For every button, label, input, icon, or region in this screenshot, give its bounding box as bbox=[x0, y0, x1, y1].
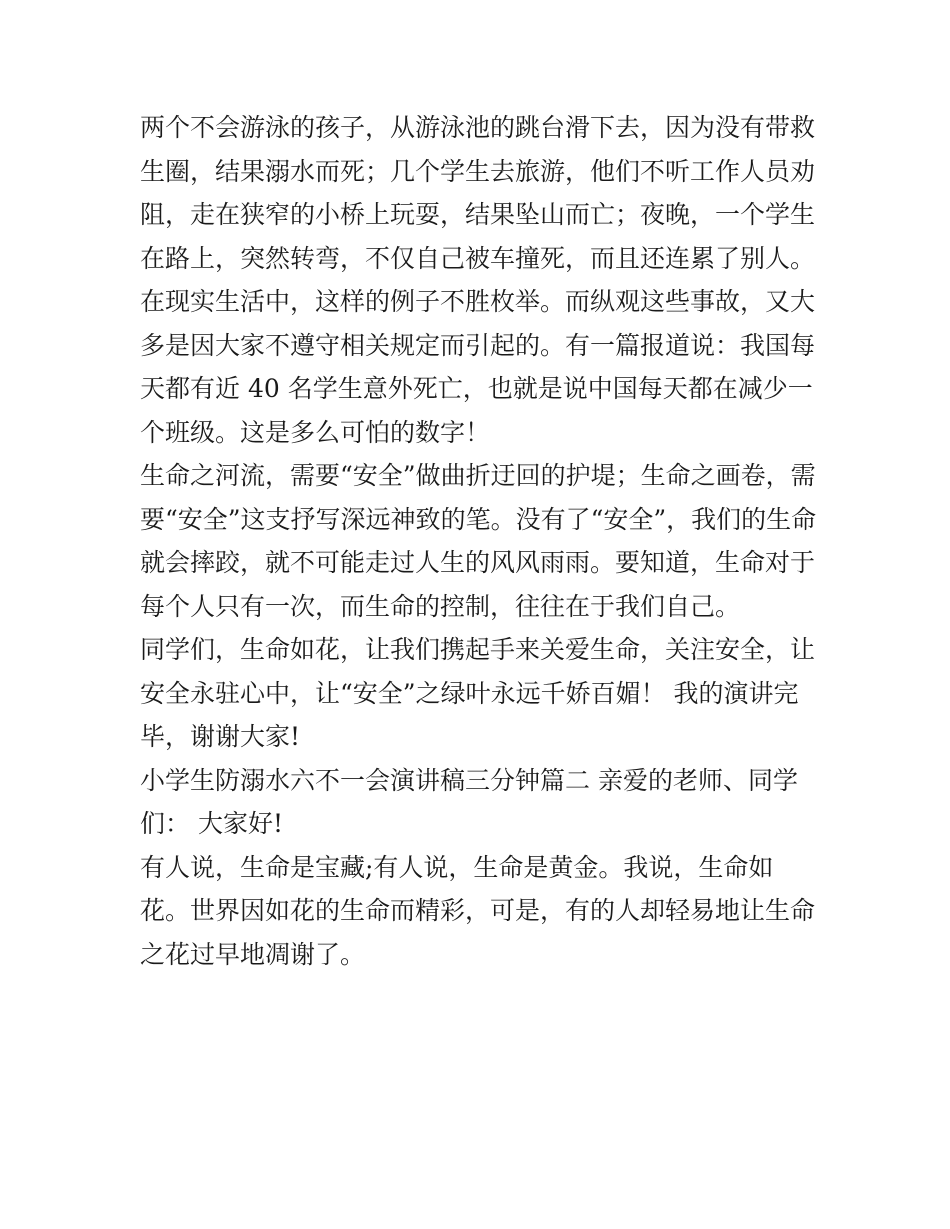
text-line: 生命之河流，需要“安全”做曲折迂回的护堤；生命之画卷，需 bbox=[140, 461, 816, 490]
text-line: 天都有近 40 名学生意外死亡，也就是说中国每天都在减少一 bbox=[140, 374, 813, 403]
text-line: 们： 大家好! bbox=[140, 809, 283, 838]
text-line: 花。世界因如花的生命而精彩，可是，有的人却轻易地让生命 bbox=[140, 896, 816, 925]
text-line: 有人说，生命是宝藏;有人说，生命是黄金。我说，生命如 bbox=[140, 852, 774, 882]
text-line: 毕，谢谢大家! bbox=[140, 722, 301, 751]
text-line: 在路上，突然转弯，不仅自己被车撞死，而且还连累了别人。 bbox=[140, 243, 816, 273]
text-line: 个班级。这是多么可怕的数字！ bbox=[140, 417, 491, 447]
text-line: 小学生防溺水六不一会演讲稿三分钟篇二 亲爱的老师、同学 bbox=[140, 765, 798, 795]
text-line: 同学们，生命如花，让我们携起手来关爱生命，关注安全，让 bbox=[140, 635, 816, 664]
text-line: 在现实生活中，这样的例子不胜枚举。而纵观这些事故，又大 bbox=[140, 287, 816, 316]
text-line: 多是因大家不遵守相关规定而引起的。有一篇报道说：我国每 bbox=[140, 330, 816, 360]
text-line: 阻，走在狭窄的小桥上玩耍，结果坠山而亡；夜晚，一个学生 bbox=[140, 200, 816, 229]
text-line: 两个不会游泳的孩子，从游泳池的跳台滑下去，因为没有带救 bbox=[140, 113, 816, 142]
text-line: 之花过早地凋谢了。 bbox=[140, 939, 366, 969]
text-line: 安全永驻心中，让“安全”之绿叶永远千娇百媚！ 我的演讲完 bbox=[140, 678, 799, 708]
text-line: 就会摔跤，就不可能走过人生的风风雨雨。要知道，生命对于 bbox=[140, 548, 816, 577]
text-line: 要“安全”这支抒写深远神致的笔。没有了“安全”，我们的生命 bbox=[140, 504, 817, 534]
text-line: 每个人只有一次，而生命的控制，往往在于我们自己。 bbox=[140, 591, 741, 621]
text-line: 生圈，结果溺水而死；几个学生去旅游，他们不听工作人员劝 bbox=[140, 156, 816, 186]
document-body bbox=[140, 106, 830, 976]
